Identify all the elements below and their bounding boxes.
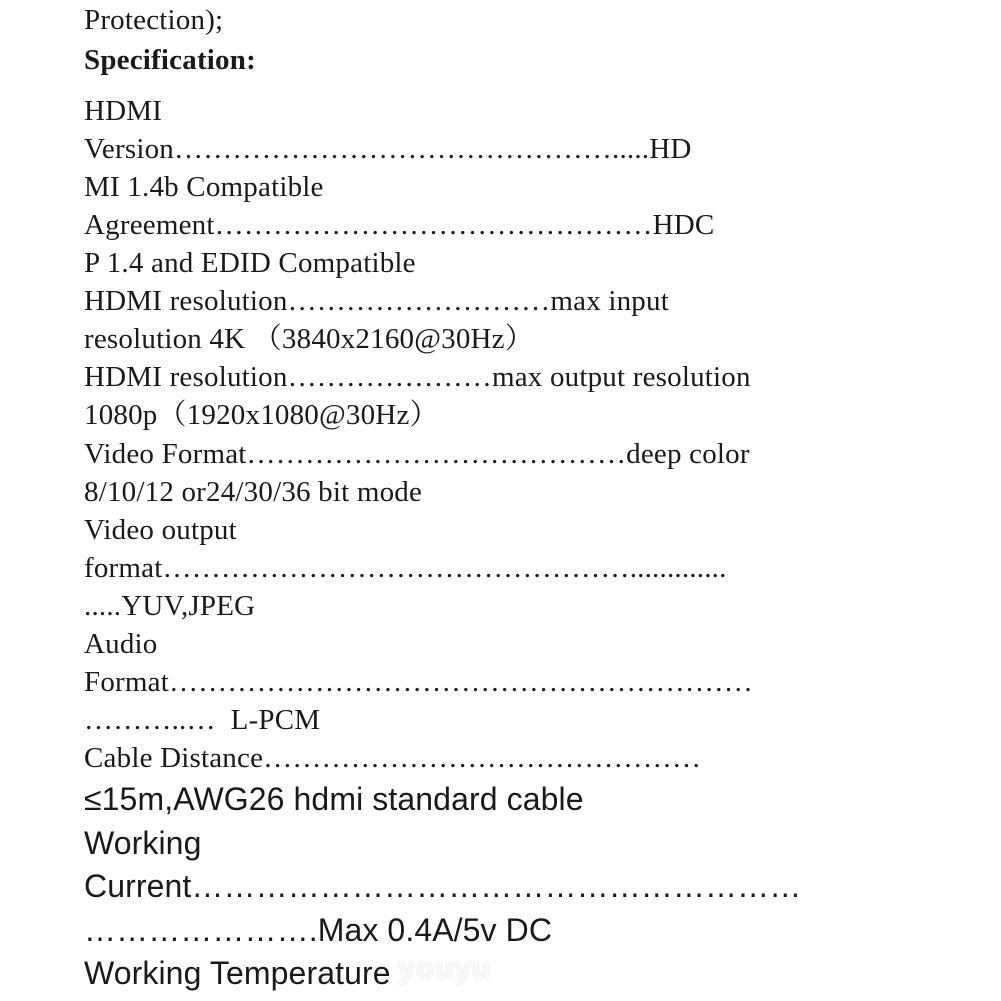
text-line-agreement: Agreement………………………………………HDC <box>84 209 715 241</box>
text-line-video-format: Video Format…………………………………deep color <box>84 438 750 470</box>
text-line-hdmi: HDMI <box>84 95 163 127</box>
text-line-current: Current………………………………………………… <box>84 868 802 904</box>
text-line-cable-distance: Cable Distance……………………………………… <box>84 742 702 774</box>
text-line-input-resolution: HDMI resolution………………………max input <box>84 285 669 317</box>
text-line-current-value: ………………….Max 0.4A/5v DC <box>84 912 553 948</box>
text-line-version-value: MI 1.4b Compatible <box>84 171 324 203</box>
text-line-output-res-value: 1080p（1920x1080@30Hz） <box>84 399 439 431</box>
text-line-working-temperature: Working Temperature <box>84 955 391 991</box>
text-line-output-resolution: HDMI resolution…………………max output resolution <box>84 361 751 393</box>
specification-heading: Specification: <box>84 44 256 76</box>
text-line-video-format-value: 8/10/12 or24/30/36 bit mode <box>84 476 423 508</box>
text-line-working: Working <box>84 825 202 861</box>
text-line-version: Version……………………………………….....HD <box>84 133 692 165</box>
text-line-output-format-value: .....YUV,JPEG <box>84 590 256 622</box>
text-line-video-output: Video output <box>84 514 237 546</box>
text-line-protection: Protection); <box>84 4 224 36</box>
text-line-audio-format: Format…………………………………………………… <box>84 666 753 698</box>
text-line-input-res-value: resolution 4K （3840x2160@30Hz） <box>84 323 534 355</box>
text-line-audio: Audio <box>84 628 158 660</box>
text-line-audio-format-value: ………..… L-PCM <box>84 704 321 736</box>
watermark-logo: youyu <box>398 952 492 985</box>
text-line-output-format: format…………………………………………............. <box>84 552 727 584</box>
text-line-agreement-value: P 1.4 and EDID Compatible <box>84 247 416 279</box>
text-line-cable-value: ≤15m,AWG26 hdmi standard cable <box>84 781 584 817</box>
